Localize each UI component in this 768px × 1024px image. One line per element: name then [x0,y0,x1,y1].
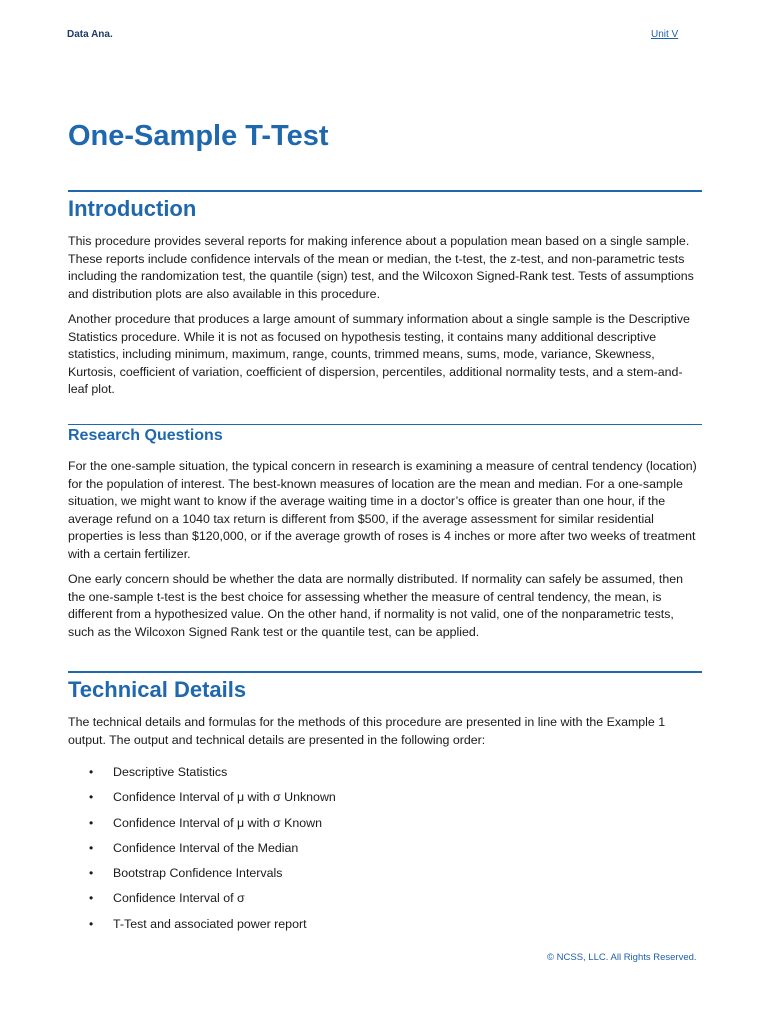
introduction-heading: Introduction [68,196,197,221]
bullet-icon: • [89,790,94,805]
bullet-icon: • [89,866,94,881]
list-item [68,865,702,890]
list-item [68,764,702,789]
list-item [68,840,702,865]
bullet-icon: • [89,916,94,931]
list-item-label: Confidence Interval of the Median [113,840,299,855]
page-header-left: Data Ana. [67,29,113,40]
list-item-label: Confidence Interval of μ with σ Unknown [113,790,336,805]
bullet-icon: • [89,765,94,779]
unit-link[interactable]: Unit V [651,29,679,40]
research-questions-heading: Research Questions [68,427,223,444]
technical-details-heading: Technical Details [68,677,247,702]
list-item [68,916,702,941]
list-item-label: Descriptive Statistics [113,765,228,779]
research-questions-paragraph-1: For the one-sample situation, the typical concern in research is examining a measure of central tendency (location) for the population of interest. The best-known measures of location are the mean and median. For a one-sample situation, we might want to know if the average waiting time in a doctor’s office is greater than one hour, if the average refund on a 1040 tax return is different from $500, if the average assessment for similar residential properties is less than $120,000, or if the average growth of roses is 4 inches or more after two weeks of treatment with a certain fertilizer. [68,459,697,561]
technical-details-paragraph-1: The technical details and formulas for the methods of this procedure are presented in line with the Example 1 output. The output and technical details are presented in the following order: [68,715,666,747]
section-divider [68,190,702,192]
list-item-label: Confidence Interval of σ [113,891,245,906]
bullet-icon: • [89,840,94,855]
copyright-footer: © NCSS, LLC. All Rights Reserved. [547,952,697,963]
section-divider [68,671,702,673]
page-title: One-Sample T-Test [68,120,329,152]
introduction-paragraph-1: This procedure provides several reports for making inference about a population mean based on a single sample. These reports include confidence intervals of the mean or median, the t-test, the z-test, and non-parametric tests including the randomization test, the quantile (sign) test, and the Wilcoxon Signed-Rank test. Tests of assumptions and distribution plots are also available in this procedure. [68,234,694,301]
research-questions-paragraph-2: One early concern should be whether the data are normally distributed. If normality can safely be assumed, then the one-sample t-test is the best choice for assessing whether the measure of central tendency, the mean, is different from a hypothesized value. On the other hand, if normality is not valid, one of the nonparametric tests, such as the Wilcoxon Signed Rank test or the quantile test, can be applied. [68,572,684,639]
list-item-label: Confidence Interval of μ with σ Known [113,815,323,830]
list-item [68,890,702,915]
introduction-paragraph-2: Another procedure that produces a large amount of summary information about a single sample is the Descriptive Statistics procedure. While it is not as focused on hypothesis testing, it contains many additional descriptive statistics, including minimum, maximum, range, counts, trimmed means, sums, mode, variance, Skewness, Kurtosis, coefficient of variation, coefficient of dispersion, percentiles, additional normality tests, and a stem-and-leaf plot. [68,312,690,396]
list-item-label: T-Test and associated power report [113,916,307,931]
list-item-label: Bootstrap Confidence Intervals [113,866,283,881]
technical-details-list [68,764,702,941]
list-item [68,789,702,814]
list-item [68,815,702,840]
bullet-icon: • [89,815,94,830]
bullet-icon: • [89,891,94,906]
subsection-divider [68,424,702,425]
